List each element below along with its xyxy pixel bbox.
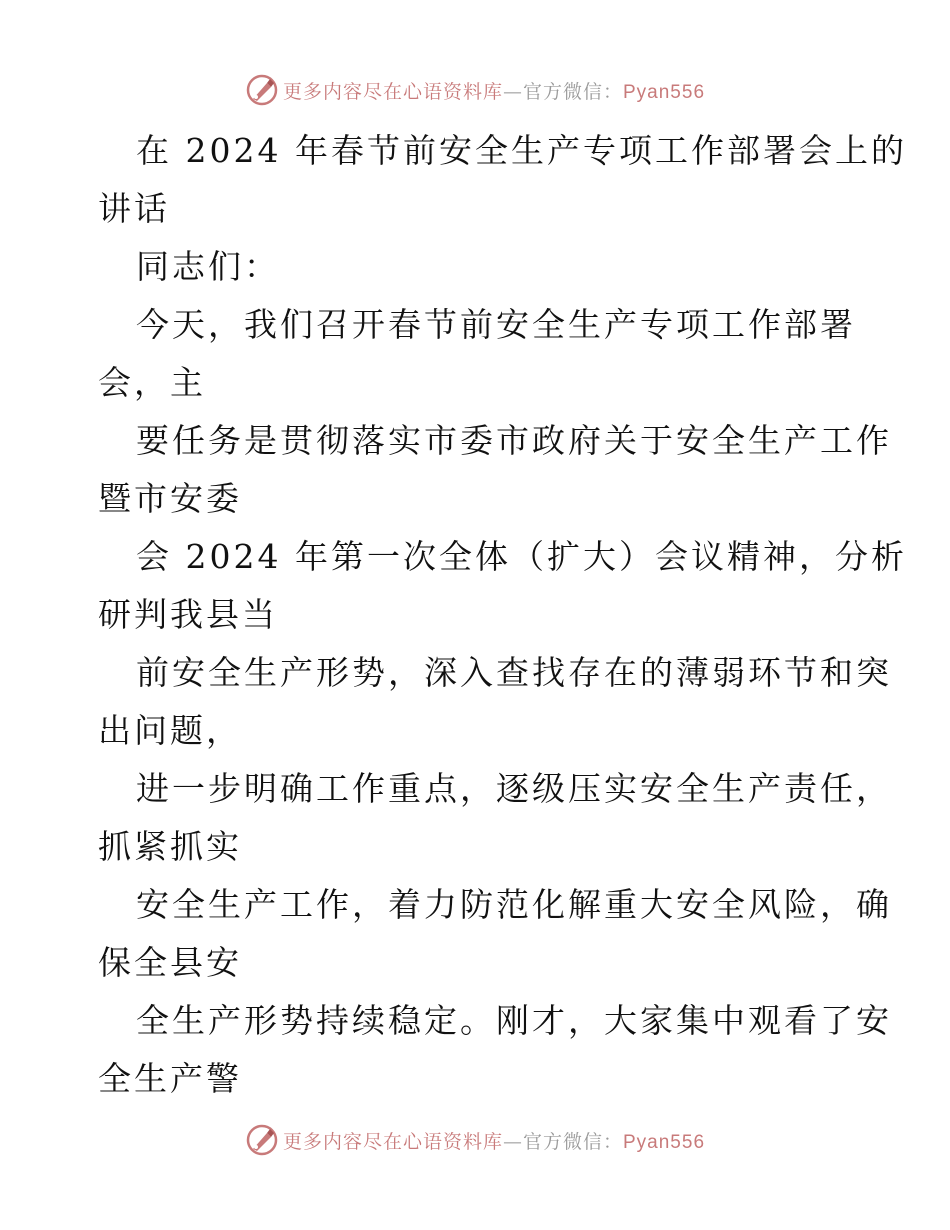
text-line: 进一步明确工作重点，逐级压实安全生产责任， bbox=[136, 769, 892, 808]
text-line: 今天，我们召开春节前安全生产专项工作部署 bbox=[136, 305, 856, 344]
text-line: 保全县安 bbox=[98, 943, 242, 982]
watermark-wechat-label: 官方微信： bbox=[522, 80, 623, 103]
text-line: 会 2024 年第一次全体（扩大）会议精神，分析 bbox=[136, 537, 907, 576]
watermark-wechat-id: Pyan556 bbox=[623, 81, 706, 103]
watermark-wechat-label: 官方微信： bbox=[522, 1130, 623, 1153]
text-line: 安全生产工作，着力防范化解重大安全风险，确 bbox=[136, 885, 892, 924]
pen-logo-icon bbox=[245, 1123, 279, 1157]
watermark-text bbox=[283, 1127, 705, 1154]
watermark-text bbox=[283, 77, 705, 104]
text-line: 抓紧抓实 bbox=[98, 827, 242, 866]
text-line: 讲话 bbox=[98, 189, 170, 228]
watermark-wechat-id: Pyan556 bbox=[623, 1131, 706, 1153]
text-line: 要任务是贯彻落实市委市政府关于安全生产工作 bbox=[136, 421, 892, 460]
watermark-separator: — bbox=[502, 80, 523, 103]
text-line: 前安全生产形势，深入查找存在的薄弱环节和突 bbox=[136, 653, 892, 692]
watermark-brand: 更多内容尽在心语资料库 bbox=[282, 1130, 503, 1153]
text-line: 会，主 bbox=[98, 363, 206, 402]
watermark-separator: — bbox=[502, 1130, 523, 1153]
text-line: 研判我县当 bbox=[98, 595, 278, 634]
pen-logo-icon bbox=[245, 73, 279, 107]
text-line: 暨市安委 bbox=[98, 479, 242, 518]
text-line: 在 2024 年春节前安全生产专项工作部署会上的 bbox=[136, 131, 907, 170]
text-line: 出问题， bbox=[98, 711, 242, 750]
footer-watermark bbox=[0, 1120, 950, 1160]
document-body bbox=[98, 122, 907, 1108]
header-watermark bbox=[0, 70, 950, 110]
text-line: 同志们： bbox=[136, 247, 280, 286]
text-line: 全生产警 bbox=[98, 1059, 242, 1098]
text-line: 全生产形势持续稳定。刚才，大家集中观看了安 bbox=[136, 1001, 892, 1040]
watermark-brand: 更多内容尽在心语资料库 bbox=[282, 80, 503, 103]
